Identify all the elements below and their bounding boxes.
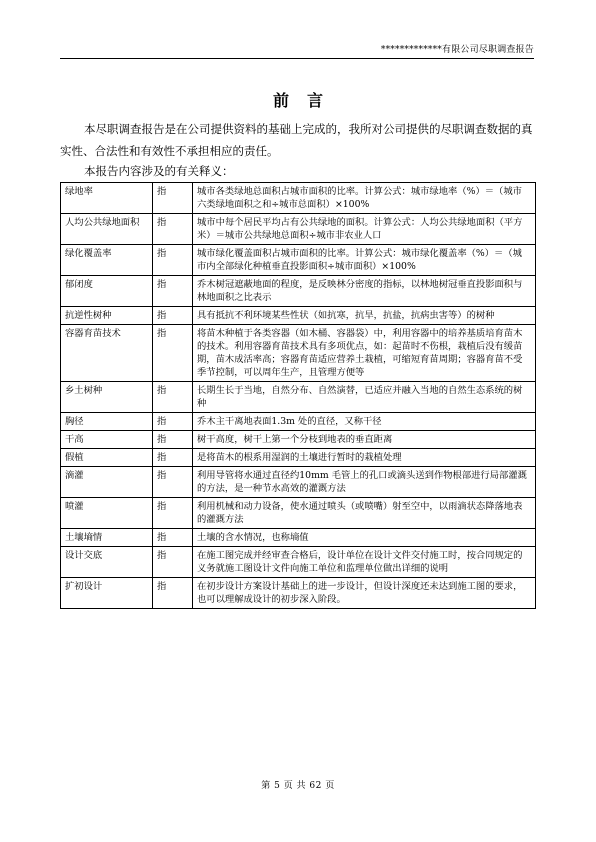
table-row <box>61 214 536 245</box>
table-row <box>61 183 536 214</box>
term-cell: 抗逆性树种 <box>61 307 153 325</box>
meaning-cell: 利用导管将水通过直径约10mm 毛管上的孔口或滴头送到作物根部进行局部灌溉的方法，是一种节水高效的灌溉方法 <box>193 467 536 498</box>
meaning-cell: 具有抵抗不利环境某些性状（如抗寒，抗旱，抗盐，抗病虫害等）的树种 <box>193 307 536 325</box>
term-cell: 胸径 <box>61 413 153 431</box>
refers-cell: 指 <box>153 413 193 431</box>
refers-cell: 指 <box>153 529 193 547</box>
meaning-cell: 在初步设计方案设计基础上的进一步设计，但设计深度还未达到施工图的要求，也可以理解成设计的初步深入阶段。 <box>193 578 536 609</box>
meaning-cell: 将苗木种植于各类容器（如木桶、容器袋）中，利用容器中的培养基质培育苗木的技术。利用容器育苗技术具有多项优点，如：起苗时不伤根，栽植后没有缓苗期，苗木成活率高；容器育苗适应营养土栽植，可缩短育苗周期；容器育苗不受季节控制，可以周年生产，且管理方便等 <box>193 325 536 382</box>
table-row <box>61 547 536 578</box>
table-row <box>61 431 536 449</box>
refers-cell: 指 <box>153 467 193 498</box>
refers-cell: 指 <box>153 276 193 307</box>
term-cell: 滴灌 <box>61 467 153 498</box>
meaning-cell: 乔木主干离地表面1.3m 处的直径，又称干径 <box>193 413 536 431</box>
table-row <box>61 498 536 529</box>
term-cell: 扩初设计 <box>61 578 153 609</box>
refers-cell: 指 <box>153 449 193 467</box>
term-cell: 绿化覆盖率 <box>61 245 153 276</box>
meaning-cell: 在施工图完成并经审查合格后，设计单位在设计文件交付施工时，按合同规定的义务就施工图设计文件向施工单位和监理单位做出详细的说明 <box>193 547 536 578</box>
intro-paragraph: 本尽职调查报告是在公司提供资料的基础上完成的，我所对公司提供的尽职调查数据的真实性、合法性和有效性不承担相应的责任。 <box>60 122 533 158</box>
refers-cell: 指 <box>153 431 193 449</box>
refers-cell: 指 <box>153 214 193 245</box>
term-cell: 绿地率 <box>61 183 153 214</box>
running-header: *************有限公司尽职调查报告 <box>60 42 534 59</box>
table-row <box>61 578 536 609</box>
table-row <box>61 382 536 413</box>
term-cell: 郁闭度 <box>61 276 153 307</box>
table-row <box>61 413 536 431</box>
term-cell: 乡土树种 <box>61 382 153 413</box>
refers-cell: 指 <box>153 498 193 529</box>
meaning-cell: 城市绿化覆盖面积占城市面积的比率。计算公式：城市绿化覆盖率（%）＝（城市内全部绿化种植垂直投影面积÷城市面积）×100% <box>193 245 536 276</box>
refers-cell: 指 <box>153 578 193 609</box>
refers-cell: 指 <box>153 382 193 413</box>
page-title: 前言 <box>272 91 341 110</box>
definitions-lead: 本报告内容涉及的有关释义： <box>84 164 234 178</box>
term-cell: 设计交底 <box>61 547 153 578</box>
meaning-cell: 树干高度，树干上第一个分枝到地表的垂直距离 <box>193 431 536 449</box>
table-row <box>61 245 536 276</box>
term-cell: 喷灌 <box>61 498 153 529</box>
table-row <box>61 529 536 547</box>
refers-cell: 指 <box>153 547 193 578</box>
meaning-cell: 长期生长于当地，自然分布、自然演替，已适应并融入当地的自然生态系统的树种 <box>193 382 536 413</box>
term-cell: 干高 <box>61 431 153 449</box>
term-cell: 人均公共绿地面积 <box>61 214 153 245</box>
meaning-cell: 城市中每个居民平均占有公共绿地的面积。计算公式：人均公共绿地面积（平方米）＝城市公共绿地总面积÷城市非农业人口 <box>193 214 536 245</box>
table-row <box>61 467 536 498</box>
refers-cell: 指 <box>153 245 193 276</box>
table-row <box>61 325 536 382</box>
meaning-cell: 是将苗木的根系用湿润的土壤进行暂时的栽植处理 <box>193 449 536 467</box>
table-row <box>61 276 536 307</box>
page-number: 第 5 页 共 62 页 <box>261 781 335 791</box>
meaning-cell: 利用机械和动力设备，使水通过喷头（或喷嘴）射至空中，以雨滴状态降落地表的灌溉方法 <box>193 498 536 529</box>
term-cell: 土壤墒情 <box>61 529 153 547</box>
refers-cell: 指 <box>153 307 193 325</box>
term-cell: 容器育苗技术 <box>61 325 153 382</box>
table-row <box>61 449 536 467</box>
meaning-cell: 土壤的含水情况，也称墒值 <box>193 529 536 547</box>
term-cell: 假植 <box>61 449 153 467</box>
definitions-table <box>60 182 536 609</box>
meaning-cell: 乔木树冠遮蔽地面的程度，是反映林分密度的指标，以林地树冠垂直投影面积与林地面积之比表示 <box>193 276 536 307</box>
meaning-cell: 城市各类绿地总面积占城市面积的比率。计算公式：城市绿地率（%）＝（城市六类绿地面积之和÷城市总面积）×100% <box>193 183 536 214</box>
refers-cell: 指 <box>153 183 193 214</box>
refers-cell: 指 <box>153 325 193 382</box>
table-row <box>61 307 536 325</box>
